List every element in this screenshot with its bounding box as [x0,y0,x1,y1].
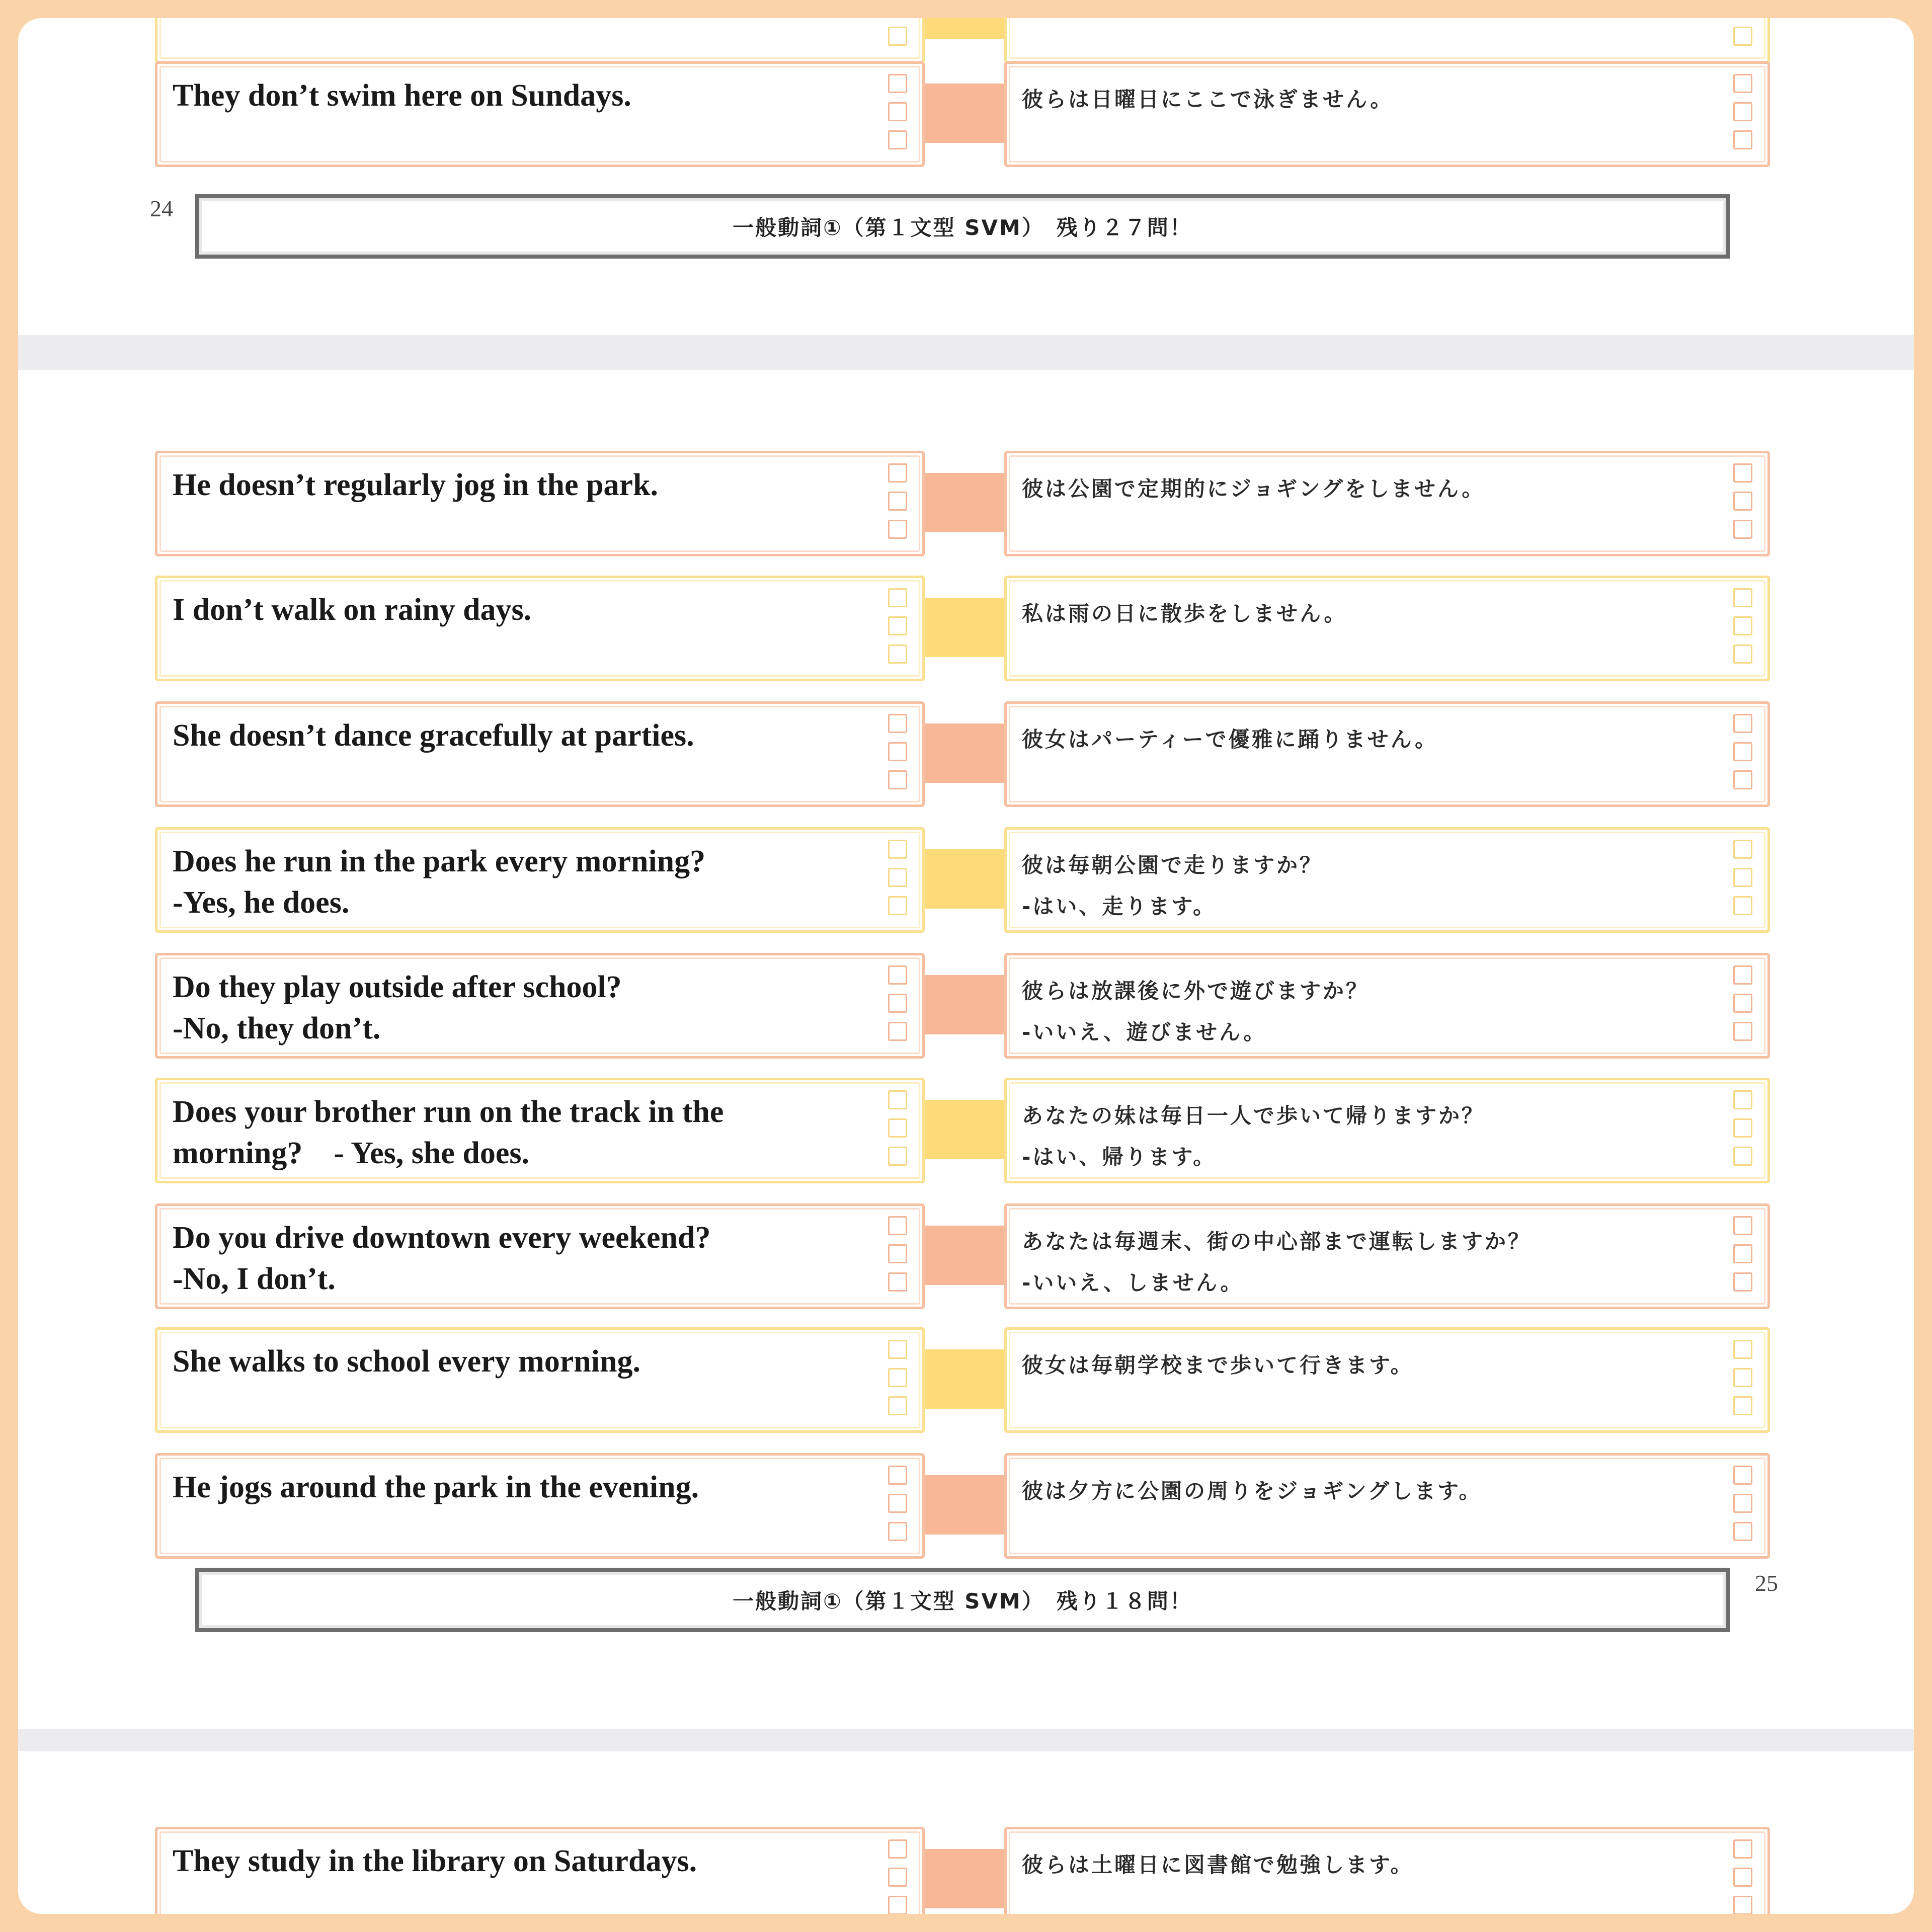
page-number: 24 [150,196,173,221]
check-box[interactable] [1733,645,1752,664]
check-box[interactable] [888,994,907,1013]
check-box[interactable] [888,1494,907,1513]
check-box[interactable] [1733,1466,1752,1485]
check-box[interactable] [1733,1216,1752,1235]
check-box[interactable] [888,1216,907,1235]
progress-banner [195,1568,1730,1632]
check-box[interactable] [888,74,907,93]
check-box[interactable] [888,616,907,635]
japanese-checkboxes [1733,74,1752,149]
check-box[interactable] [888,463,907,482]
pair-connector [925,1100,1004,1159]
check-box[interactable] [1733,1272,1752,1292]
japanese-translation-box [1004,61,1770,167]
check-box[interactable] [888,1396,907,1415]
check-box[interactable] [1733,102,1752,121]
japanese-translation: 彼女はパーティーで優雅に踊りません。 [1022,727,1438,752]
sentence-pair [18,1453,1914,1569]
page-26 [18,1751,1914,1914]
check-box[interactable] [1733,714,1752,733]
check-box[interactable] [888,714,907,733]
check-box[interactable] [1733,1396,1752,1415]
pair-connector [925,975,1004,1034]
english-checkboxes [888,18,907,46]
pair-connector [925,1226,1004,1285]
english-sentence-box [155,1203,925,1309]
english-sentence: Do they play outside after school? -No, they don’t. [173,970,622,1045]
japanese-translation-box [1004,701,1770,807]
page-24 [18,18,1914,335]
japanese-translation-box [1004,18,1770,63]
check-box[interactable] [1733,1147,1752,1166]
english-sentence-box [155,1078,925,1183]
check-box[interactable] [1733,868,1752,887]
japanese-translation-box [1004,827,1770,933]
check-box[interactable] [888,1244,907,1263]
japanese-translation: 彼は毎朝公園で走りますか？ -はい、走ります。 [1022,853,1323,919]
check-box[interactable] [1733,1118,1752,1138]
japanese-checkboxes [1733,714,1752,789]
check-box[interactable] [1733,27,1752,46]
check-box[interactable] [888,1090,907,1109]
check-box[interactable] [1733,1896,1752,1914]
progress-banner-text: 一般動詞①（第１文型 SVM） 残り２７問！ [733,215,1192,240]
japanese-translation-box [1004,1453,1770,1559]
check-box[interactable] [1733,742,1752,761]
japanese-translation: あなたの妹は毎日一人で歩いて帰りますか？ -はい、帰ります。 [1022,1103,1485,1169]
japanese-checkboxes [1733,1216,1752,1292]
check-box[interactable] [888,520,907,539]
english-sentence-box [155,827,925,933]
check-box[interactable] [1733,770,1752,789]
check-box[interactable] [888,588,907,607]
check-box[interactable] [1733,965,1752,985]
japanese-translation: 彼は公園で定期的にジョギングをしません。 [1022,476,1485,501]
check-box[interactable] [888,1896,907,1914]
english-sentence: They don’t swim here on Sundays. [173,78,631,113]
check-box[interactable] [888,770,907,789]
english-checkboxes [888,588,907,664]
pair-connector [925,473,1004,532]
english-checkboxes [888,74,907,149]
english-sentence-box [155,451,925,556]
english-sentence: She walks to school every morning. [173,1344,640,1379]
japanese-translation-box [1004,451,1770,556]
check-box[interactable] [888,130,907,149]
pair-connector [925,1475,1004,1535]
sentence-pair [18,827,1914,943]
page-number: 25 [1755,1570,1778,1596]
check-box[interactable] [1733,1494,1752,1513]
english-checkboxes [888,1090,907,1166]
english-sentence-box [155,61,925,167]
check-box[interactable] [888,840,907,859]
progress-banner [195,194,1730,259]
check-box[interactable] [888,1522,907,1541]
english-sentence: Does your brother run on the track in the morning? - Yes, she does. [173,1095,724,1170]
english-checkboxes [888,463,907,539]
japanese-checkboxes [1733,463,1752,539]
pair-connector [925,84,1004,143]
japanese-checkboxes [1733,1839,1752,1914]
japanese-translation: あなたは毎週末、街の中心部まで運転しますか？ -いいえ、しません。 [1022,1229,1532,1295]
pair-connector [925,18,1004,39]
check-box[interactable] [888,1022,907,1041]
pair-connector [925,598,1004,657]
english-sentence: I don’t walk on rainy days. [173,593,532,627]
english-sentence: Does he run in the park every morning? -Yes, he does. [173,844,706,920]
japanese-translation: 彼女は毎朝学校まで歩いて行きます。 [1022,1353,1414,1378]
sentence-pair [18,451,1914,567]
english-checkboxes [888,1839,907,1914]
check-box[interactable] [1733,463,1752,482]
japanese-translation-box [1004,1078,1770,1183]
japanese-translation-box [1004,953,1770,1059]
check-box[interactable] [888,1868,907,1887]
check-box[interactable] [888,742,907,761]
sentence-pair [18,61,1914,177]
japanese-checkboxes [1733,588,1752,664]
english-checkboxes [888,1466,907,1541]
pair-connector [925,1849,1004,1908]
check-box[interactable] [1733,1340,1752,1359]
check-box[interactable] [888,492,907,511]
english-sentence: He jogs around the park in the evening. [173,1470,699,1504]
japanese-checkboxes [1733,1466,1752,1541]
japanese-checkboxes [1733,18,1752,46]
check-box[interactable] [1733,1368,1752,1387]
check-box[interactable] [1733,896,1752,915]
japanese-translation: 私は雨の日に散歩をしません。 [1022,601,1347,626]
english-checkboxes [888,840,907,915]
english-checkboxes [888,714,907,789]
english-sentence: She doesn’t dance gracefully at parties. [173,718,694,753]
sentence-pair [18,1078,1914,1193]
check-box[interactable] [1733,1522,1752,1541]
check-box[interactable] [1733,994,1752,1013]
check-box[interactable] [1733,492,1752,511]
english-sentence-box [155,1327,925,1433]
english-checkboxes [888,1216,907,1292]
japanese-translation: 彼は夕方に公園の周りをジョギングします。 [1022,1479,1482,1503]
check-box[interactable] [888,1118,907,1138]
check-box[interactable] [888,868,907,887]
page-25 [18,370,1914,1729]
check-box[interactable] [888,1340,907,1359]
japanese-translation-box [1004,1327,1770,1433]
check-box[interactable] [1733,588,1752,607]
english-sentence: Do you drive downtown every weekend? -No, I don’t. [173,1221,711,1296]
japanese-checkboxes [1733,1090,1752,1166]
english-sentence-box [155,576,925,681]
check-box[interactable] [1733,1868,1752,1887]
check-box[interactable] [888,896,907,915]
document-viewport[interactable] [18,18,1914,1914]
sentence-pair [18,1327,1914,1443]
english-sentence-box [155,1453,925,1559]
check-box[interactable] [1733,616,1752,635]
english-sentence-box [155,1827,925,1914]
english-sentence: They study in the library on Saturdays. [173,1844,697,1878]
progress-banner-text: 一般動詞①（第１文型 SVM） 残り１８問！ [733,1589,1192,1614]
english-checkboxes [888,965,907,1041]
sentence-pair [18,1203,1914,1319]
check-box[interactable] [888,1272,907,1292]
sentence-pair [18,953,1914,1069]
check-box[interactable] [888,965,907,985]
check-box[interactable] [1733,74,1752,93]
check-box[interactable] [888,1368,907,1387]
japanese-translation-box [1004,1203,1770,1309]
japanese-checkboxes [1733,965,1752,1041]
check-box[interactable] [1733,130,1752,149]
english-sentence-box [155,701,925,807]
check-box[interactable] [1733,1839,1752,1859]
check-box[interactable] [888,645,907,664]
check-box[interactable] [1733,1022,1752,1041]
japanese-checkboxes [1733,840,1752,915]
sentence-pair [18,1827,1914,1914]
check-box[interactable] [888,102,907,121]
japanese-translation: 彼らは土曜日に図書館で勉強します。 [1022,1853,1414,1877]
check-box[interactable] [1733,1090,1752,1109]
english-sentence: He doesn’t regularly jog in the park. [173,468,658,502]
japanese-checkboxes [1733,1340,1752,1415]
check-box[interactable] [888,1466,907,1485]
japanese-translation-box [1004,1827,1770,1914]
check-box[interactable] [1733,520,1752,539]
japanese-translation-box [1004,576,1770,681]
sentence-pair [18,701,1914,817]
check-box[interactable] [888,1839,907,1859]
pair-connector [925,1349,1004,1409]
pair-connector [925,723,1004,783]
english-sentence-box [155,953,925,1059]
japanese-translation: 彼らは放課後に外で遊びますか？ -いいえ、遊びません。 [1022,979,1370,1044]
english-sentence-box [155,18,925,63]
english-checkboxes [888,1340,907,1415]
check-box[interactable] [888,1147,907,1166]
sentence-pair [18,576,1914,691]
check-box[interactable] [888,27,907,46]
pair-connector [925,849,1004,909]
japanese-translation: 彼らは日曜日にここで泳ぎません。 [1022,87,1394,112]
check-box[interactable] [1733,1244,1752,1263]
check-box[interactable] [1733,840,1752,859]
